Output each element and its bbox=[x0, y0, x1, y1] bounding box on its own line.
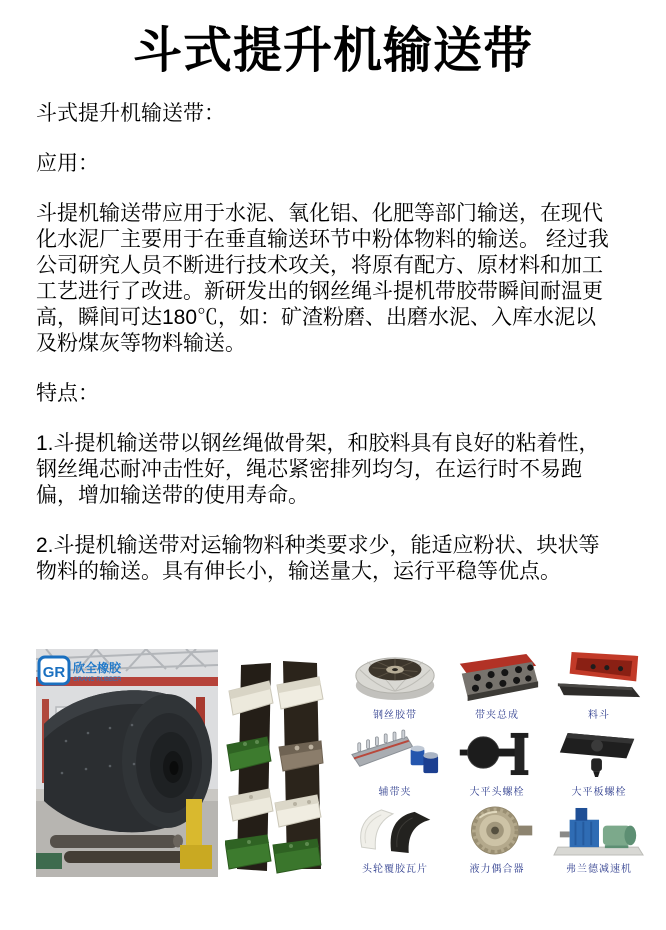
part-label: 弗兰德减速机 bbox=[566, 864, 632, 876]
part-item-steel-wire-belt bbox=[344, 649, 446, 721]
feature-item-1: 1.斗提机输送带以钢丝绳做骨架，和胶料具有良好的粘着性，钢丝绳芯耐冲击性好，绳芯紧密排列均匀，在运行时不易跑偏，增加输送带的使用寿命。 bbox=[36, 432, 600, 508]
part-item-flat-plate-bolt bbox=[548, 726, 650, 798]
part-item-hopper bbox=[548, 649, 650, 721]
product-gallery bbox=[36, 649, 666, 877]
logo-en-text: GRAND RUBBER bbox=[73, 677, 122, 684]
part-label: 辅带夹 bbox=[378, 787, 412, 799]
part-label: 钢丝胶带 bbox=[373, 710, 417, 722]
steel-wire-belt-image bbox=[348, 649, 442, 704]
flat-plate-bolt-image bbox=[552, 726, 646, 781]
part-item-fluid-coupling bbox=[446, 803, 548, 875]
belt-clamp-assembly-image bbox=[450, 649, 544, 704]
application-heading: 应用： bbox=[36, 152, 99, 176]
part-label: 液力偶合器 bbox=[469, 864, 525, 876]
flender-reducer-image bbox=[552, 803, 646, 858]
belt-roll-factory-photo bbox=[36, 649, 218, 877]
head-pulley-lagging-image bbox=[348, 803, 442, 858]
flat-head-bolt-image bbox=[450, 726, 544, 781]
page-title: 斗式提升机输送带 bbox=[132, 24, 533, 78]
aux-belt-clip-image bbox=[348, 726, 442, 781]
part-label: 头轮覆胶瓦片 bbox=[362, 864, 428, 876]
part-item-head-pulley-lagging bbox=[344, 803, 446, 875]
elevator-buckets-photo bbox=[225, 649, 335, 877]
part-label: 大平头螺栓 bbox=[469, 787, 525, 799]
part-item-aux-belt-clip bbox=[344, 726, 446, 798]
hopper-image bbox=[552, 649, 646, 704]
feature-item-2: 2.斗提机输送带对运输物料种类要求少，能适应粉状、块状等物料的输送。具有伸长小，输送量大，运行平稳等优点。 bbox=[36, 534, 600, 584]
logo-abbr-text: GR bbox=[42, 664, 66, 682]
parts-grid bbox=[344, 649, 650, 875]
grand-rubber-logo bbox=[39, 657, 122, 684]
part-item-belt-clamp-assembly bbox=[446, 649, 548, 721]
intro-line: 斗式提升机输送带： bbox=[36, 102, 225, 126]
part-label: 大平板螺栓 bbox=[571, 787, 627, 799]
features-heading: 特点： bbox=[36, 382, 99, 406]
application-paragraph: 斗提机输送带应用于水泥、氧化铝、化肥等部门输送，在现代化水泥厂主要用于在垂直输送环节中粉体物料的输送。 经过我公司研究人员不断进行技术攻关，将原有配方、原材料和加工工艺进行了改进。新研发出的钢丝绳斗提机带胶带瞬间耐温更高，瞬间可达180℃，如：矿渣粉磨、出磨水泥、入库水泥以及粉煤灰等物料输送。 bbox=[36, 202, 609, 356]
logo-cn-text: 欣全橡胶 bbox=[73, 661, 122, 676]
fluid-coupling-image bbox=[450, 803, 544, 858]
part-label: 带夹总成 bbox=[475, 710, 519, 722]
part-label: 料斗 bbox=[588, 710, 610, 722]
article-body bbox=[36, 101, 614, 585]
part-item-flat-head-bolt bbox=[446, 726, 548, 798]
part-item-flender-reducer bbox=[548, 803, 650, 875]
factory-scene-image bbox=[36, 649, 218, 877]
buckets-panel-image bbox=[225, 649, 335, 877]
